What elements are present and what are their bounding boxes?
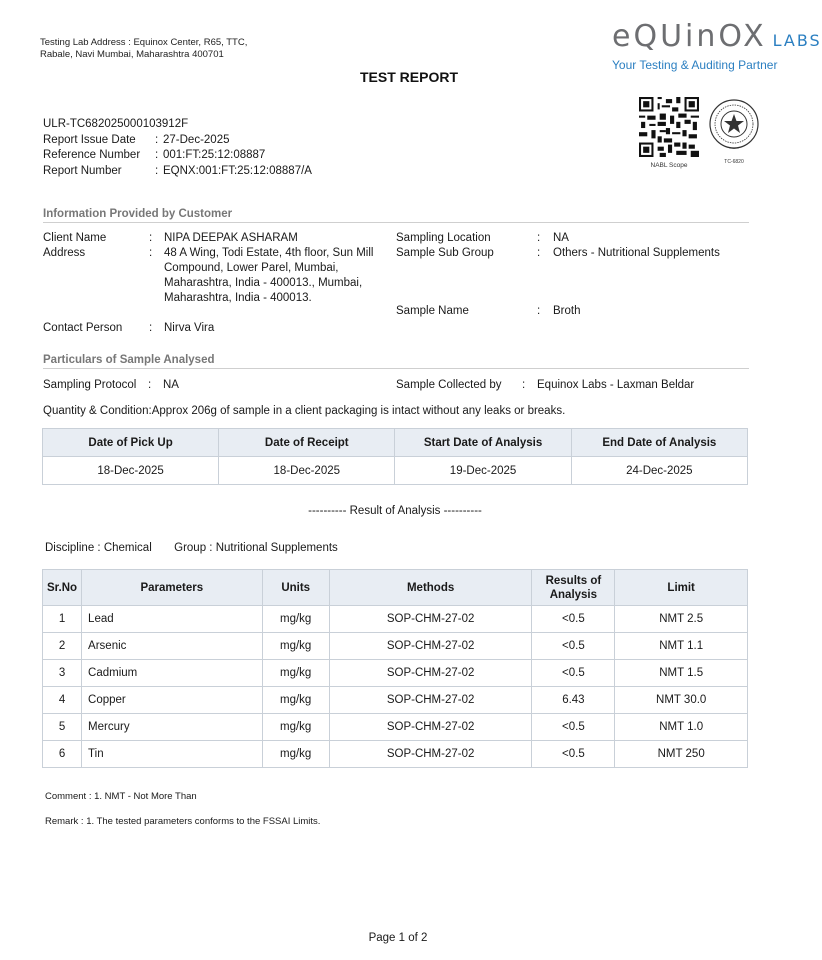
col-limit: Limit [615, 570, 748, 606]
ulr-number: ULR-TC682025000103912F [43, 118, 189, 130]
results-table [42, 569, 748, 768]
remark-label: Remark [45, 816, 79, 827]
sample-sub-group-label: Sample Sub Group [396, 247, 494, 259]
cell-srno: 4 [43, 687, 82, 714]
cell-limit: NMT 30.0 [615, 687, 748, 714]
dates-table [42, 428, 748, 485]
cell-units: mg/kg [262, 741, 329, 768]
customer-section-heading: Information Provided by Customer [43, 208, 749, 223]
address-label: Address [43, 247, 86, 259]
col-methods: Methods [329, 570, 532, 606]
cell-units: mg/kg [262, 714, 329, 741]
cell-units: mg/kg [262, 606, 329, 633]
table-row [43, 633, 748, 660]
comment: Comment : 1. NMT - Not More Than [45, 791, 197, 802]
collected-by-label: Sample Collected by [396, 379, 502, 391]
group-label: Group [174, 542, 207, 554]
result-of-analysis-heading: ---------- Result of Analysis ---------- [308, 505, 482, 517]
remark: Remark : 1. The tested parameters conforms to the FSSAI Limits. [45, 816, 321, 827]
quantity-value: Approx 206g of sample in a client packaging is intact without any leaks or breaks. [151, 405, 566, 417]
discipline-line: Discipline : Chemical Group : Nutritional Supplements [45, 542, 338, 554]
table-row [43, 714, 748, 741]
contact-person-label: Contact Person [43, 322, 123, 334]
cell-method: SOP-CHM-27-02 [329, 714, 532, 741]
cell-srno: 5 [43, 714, 82, 741]
col-parameters: Parameters [82, 570, 263, 606]
logo-labs: LABS [772, 31, 822, 50]
contact-person-value: Nirva Vira [164, 322, 215, 334]
remark-text: 1. The tested parameters conforms to the FSSAI Limits. [86, 816, 321, 827]
date-header: Date of Receipt [219, 429, 395, 457]
cell-result: <0.5 [532, 741, 615, 768]
cell-units: mg/kg [262, 687, 329, 714]
group-value: Nutritional Supplements [215, 542, 338, 554]
nabl-scope-label: NABL Scope [650, 162, 688, 169]
discipline-value: Chemical [103, 542, 152, 554]
col-results-line1: Results of [545, 574, 602, 587]
cell-result: <0.5 [532, 660, 615, 687]
col-units: Units [262, 570, 329, 606]
sampling-protocol-value: NA [163, 379, 179, 391]
cell-parameter: Mercury [82, 714, 263, 741]
logo-tagline: Your Testing & Auditing Partner [612, 58, 778, 72]
cell-srno: 3 [43, 660, 82, 687]
lab-address: Testing Lab Address : Equinox Center, R65, TTC, Rabale, Navi Mumbai, Maharashtra 400701 [40, 37, 248, 60]
col-srno: Sr.No [43, 570, 82, 606]
cell-srno: 6 [43, 741, 82, 768]
analysis-start-date: 19-Dec-2025 [395, 457, 571, 485]
date-header: Date of Pick Up [43, 429, 219, 457]
quantity-condition: Quantity & Condition:Approx 206g of sample in a client packaging is intact without any leaks or breaks. [43, 405, 566, 417]
cell-parameter: Tin [82, 741, 263, 768]
cell-method: SOP-CHM-27-02 [329, 660, 532, 687]
cell-limit: NMT 1.1 [615, 633, 748, 660]
cell-method: SOP-CHM-27-02 [329, 687, 532, 714]
cell-parameter: Cadmium [82, 660, 263, 687]
cell-srno: 2 [43, 633, 82, 660]
cell-parameter: Copper [82, 687, 263, 714]
reference-value: 001:FT:25:12:08887 [163, 149, 266, 161]
table-row [43, 606, 748, 633]
cell-srno: 1 [43, 606, 82, 633]
cell-result: <0.5 [532, 606, 615, 633]
receipt-date: 18-Dec-2025 [219, 457, 395, 485]
report-number-value: EQNX:001:FT:25:12:08887/A [163, 164, 312, 177]
page-number: Page 1 of 2 [368, 932, 428, 944]
sample-name-value: Broth [553, 305, 581, 317]
sample-name-label: Sample Name [396, 305, 469, 317]
cell-units: mg/kg [262, 660, 329, 687]
pickup-date: 18-Dec-2025 [43, 457, 219, 485]
issue-date-value: 27-Dec-2025 [163, 133, 230, 146]
cell-method: SOP-CHM-27-02 [329, 606, 532, 633]
client-name-label: Client Name [43, 232, 107, 244]
cell-limit: NMT 250 [615, 741, 748, 768]
table-row [43, 741, 748, 768]
col-results [532, 570, 615, 606]
client-name-value: NIPA DEEPAK ASHARAM [164, 232, 298, 244]
cell-result: <0.5 [532, 714, 615, 741]
date-header: End Date of Analysis [571, 429, 747, 457]
issue-date-label: Report Issue Date [43, 133, 136, 146]
date-header: Start Date of Analysis [395, 429, 571, 457]
address-value: 48 A Wing, Todi Estate, 4th floor, Sun Mill Compound, Lower Parel, Mumbai, Maharashtra, India - 400013., Mumbai, Maharashtra, India - 400013. [164, 247, 374, 304]
cell-limit: NMT 1.5 [615, 660, 748, 687]
analysis-end-date: 24-Dec-2025 [571, 457, 747, 485]
collected-by-value: Equinox Labs - Laxman Beldar [537, 379, 695, 391]
cell-limit: NMT 2.5 [615, 606, 748, 633]
sample-sub-group-value: Others - Nutritional Supplements [553, 247, 720, 259]
cell-result: <0.5 [532, 633, 615, 660]
cell-method: SOP-CHM-27-02 [329, 741, 532, 768]
report-title: TEST REPORT [359, 69, 458, 85]
report-identifiers: ULR-TC682025000103912F Report Issue Date : 27-Dec-2025 Reference Number : 001:FT:25:12:08887 Report Number : EQNX:001:FT:25:12:08887/A [43, 117, 312, 179]
table-row [43, 660, 748, 687]
sample-section-heading: Particulars of Sample Analysed [43, 354, 749, 369]
nabl-seal-icon [708, 97, 760, 157]
cell-limit: NMT 1.0 [615, 714, 748, 741]
sampling-protocol-label: Sampling Protocol [43, 379, 137, 391]
qr-code-icon [639, 97, 699, 157]
table-row [43, 687, 748, 714]
sampling-location-value: NA [553, 232, 569, 244]
col-results-line2: Analysis [549, 588, 598, 601]
comment-text: 1. NMT - Not More Than [94, 791, 197, 802]
discipline-label: Discipline [45, 542, 95, 554]
reference-label: Reference Number [43, 149, 141, 161]
cell-parameter: Arsenic [82, 633, 263, 660]
seal-code: TC-6820 [724, 159, 744, 165]
cell-method: SOP-CHM-27-02 [329, 633, 532, 660]
logo-word: eQUinOX [612, 19, 767, 54]
report-number-label: Report Number [43, 164, 122, 177]
cell-units: mg/kg [262, 633, 329, 660]
cell-result: 6.43 [532, 687, 615, 714]
cell-parameter: Lead [82, 606, 263, 633]
quantity-label: Quantity & Condition [43, 405, 149, 417]
sampling-location-label: Sampling Location [396, 232, 491, 244]
equinox-logo [612, 19, 822, 72]
comment-label: Comment [45, 791, 87, 802]
